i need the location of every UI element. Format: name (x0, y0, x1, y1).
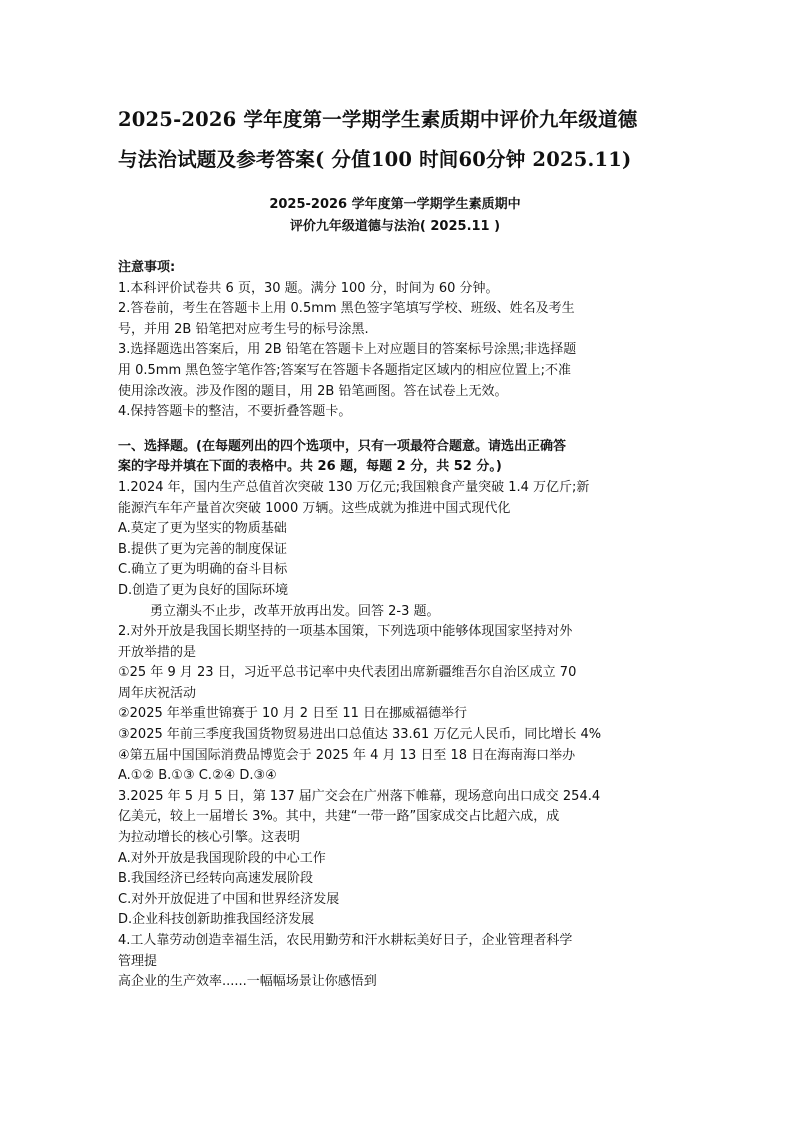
section-heading: 一、选择题。(在每题列出的四个选项中，只有一项最符合题意。请选出正确答 (118, 438, 566, 454)
question-2-item: ②2025 年举重世锦赛于 10 月 2 日至 11 日在挪威福德举行 (118, 706, 468, 722)
notice-line: 3.选择题选出答案后，用 2B 铅笔在答题卡上对应题目的答案标号涂黑;非选择题 (118, 342, 577, 358)
subtitle-line-1: 2025-2026 学年度第一学期学生素质期中 (269, 197, 521, 212)
exam-subtitle (118, 194, 672, 238)
material-2-3: 勇立潮头不止步，改革开放再出发。回答 2-3 题。 (150, 603, 440, 619)
question-4-stem: 管理提 (118, 953, 158, 969)
notice-line: 2.答卷前，考生在答题卡上用 0.5mm 黑色签字笔填写学校、班级、姓名及考生 (118, 301, 575, 317)
subtitle-line-2: 评价九年级道德与法治( 2025.11 ) (289, 219, 501, 234)
question-1-option-b: B.提供了更为完善的制度保证 (118, 541, 288, 557)
notice-line: 4.保持答题卡的整洁，不要折叠答题卡。 (118, 404, 352, 420)
question-2-item: ①25 年 9 月 23 日，习近平总书记率中央代表团出席新疆维吾尔自治区成立 70 (118, 665, 577, 681)
spacer (118, 423, 678, 437)
question-1-option-c: C.确立了更为明确的奋斗目标 (118, 562, 288, 578)
question-3-stem: 为拉动增长的核心引擎。这表明 (118, 830, 301, 846)
question-1-option-a: A.莫定了更为坚实的物质基础 (118, 521, 287, 537)
question-4-stem: 4.工人靠劳动创造幸福生活，农民用勤劳和汗水耕耘美好日子，企业管理者科学 (118, 933, 573, 948)
question-3-option-d: D.企业科技创新助推我国经济发展 (118, 912, 315, 928)
question-2-item: 周年庆祝活动 (118, 685, 197, 701)
exam-body (118, 258, 678, 993)
question-2-stem: 2.对外开放是我国长期坚持的一项基本国策，下列选项中能够体现国家坚持对外 (118, 624, 573, 640)
question-3-option-a: A.对外开放是我国现阶段的中心工作 (118, 850, 326, 866)
question-1-stem: 1.2024 年，国内生产总值首次突破 130 万亿元;我国粮食产量突破 1.4 万亿斤;新 (118, 479, 590, 495)
question-3-option-b: B.我国经济已经转向高速发展阶段 (118, 871, 314, 887)
question-2-item: ③2025 年前三季度我国货物贸易进出口总值达 33.61 万亿元人民币，同比增长 4% (118, 727, 602, 743)
question-2-choices: A.①② B.①③ C.②④ D.③④ (118, 768, 277, 784)
question-2-item: ④第五届中国国际消费品博览会于 2025 年 4 月 13 日至 18 日在海南海口举办 (118, 747, 576, 763)
title-line-2: 与法治试题及参考答案( 分值100 时间60分钟 2025.11) (118, 148, 632, 171)
question-1-option-d: D.创造了更为良好的国际环境 (118, 582, 289, 598)
question-1-stem: 能源汽车年产量首次突破 1000 万辆。这些成就为推进中国式现代化 (118, 500, 511, 516)
question-3-option-c: C.对外开放促进了中国和世界经济发展 (118, 891, 340, 907)
question-3-stem: 3.2025 年 5 月 5 日，第 137 届广交会在广州落下帷幕，现场意向出口成交 254.4 (118, 788, 601, 804)
notice-heading: 注意事项: (118, 260, 176, 275)
question-2-stem: 开放举措的是 (118, 644, 197, 660)
document-title (118, 100, 688, 180)
question-3-stem: 亿美元，较上一届增长 3%。其中，共建“一带一路”国家成交占比超六成，成 (118, 809, 560, 825)
notice-line: 使用涂改液。涉及作图的题目，用 2B 铅笔画图。答在试卷上无效。 (118, 383, 508, 399)
section-heading: 案的字母并填在下面的表格中。共 26 题，每题 2 分，共 52 分。) (118, 459, 502, 475)
notice-line: 号，并用 2B 铅笔把对应考生号的标号涂黑. (118, 321, 369, 337)
question-4-stem: 高企业的生产效率......一幅幅场景让你感悟到 (118, 974, 377, 990)
title-line-1: 2025-2026 学年度第一学期学生素质期中评价九年级道德 (118, 108, 638, 131)
notice-line: 用 0.5mm 黑色签字笔作答;答案写在答题卡各题指定区域内的相应位置上;不准 (118, 362, 572, 378)
notice-line: 1.本科评价试卷共 6 页，30 题。满分 100 分，时间为 60 分钟。 (118, 280, 499, 296)
